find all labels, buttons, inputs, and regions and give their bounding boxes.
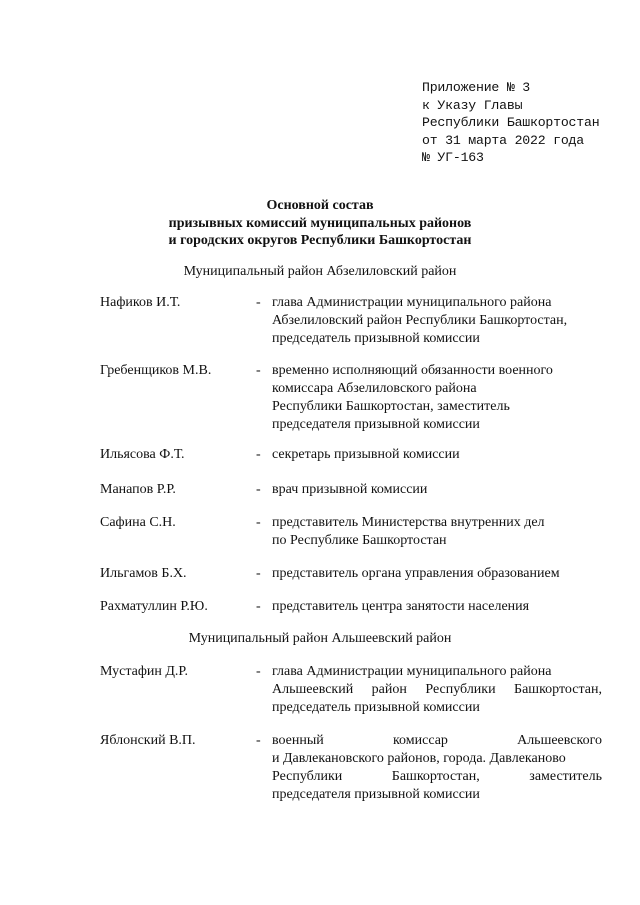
document-title-line: и городских округов Республики Башкортостан xyxy=(168,233,472,248)
appendix-header-line: к Указу Главы xyxy=(422,97,523,113)
member-name: Сафина С.Н. xyxy=(100,515,176,530)
member-dash: - xyxy=(256,515,261,530)
member-role-line: глава Администрации муниципального района xyxy=(272,295,552,310)
member-name: Манапов Р.Р. xyxy=(100,482,176,497)
member-role xyxy=(272,362,602,434)
appendix-header-line: Республики Башкортостан xyxy=(422,115,600,130)
member-role xyxy=(272,481,602,499)
member-dash: - xyxy=(256,733,261,748)
member-role-line: военный комиссар Альшеевского xyxy=(272,733,602,748)
member-role-line: Абзелиловский район Республики Башкортостан, xyxy=(272,313,568,328)
member-role-line: глава Администрации муниципального района xyxy=(272,664,552,679)
member-name: Гребенщиков М.В. xyxy=(100,363,212,378)
member-dash: - xyxy=(256,447,261,462)
member-name: Нафиков И.Т. xyxy=(100,295,181,310)
member-role xyxy=(272,732,602,804)
member-dash: - xyxy=(256,363,261,378)
member-role xyxy=(272,514,602,550)
member-name: Рахматуллин Р.Ю. xyxy=(100,599,208,614)
member-role xyxy=(272,565,602,583)
member-role-line: представитель Министерства внутренних дел xyxy=(272,515,545,530)
member-name: Яблонский В.П. xyxy=(100,733,196,748)
member-name: Ильясова Ф.Т. xyxy=(100,447,185,462)
member-role-line: представитель центра занятости населения xyxy=(272,599,530,614)
member-name: Мустафин Д.Р. xyxy=(100,664,188,679)
member-role xyxy=(272,294,602,348)
document-title-line: Основной состав xyxy=(266,198,374,213)
member-role-line: врач призывной комиссии xyxy=(272,482,428,497)
member-role-line: секретарь призывной комиссии xyxy=(272,447,460,462)
document-title-line: призывных комиссий муниципальных районов xyxy=(168,215,472,231)
member-role-line: председатель призывной комиссии xyxy=(272,331,480,346)
member-dash: - xyxy=(256,664,261,679)
member-name: Ильгамов Б.Х. xyxy=(100,566,187,581)
member-role-line: Альшеевский район Республики Башкортостан, xyxy=(272,682,602,697)
appendix-header-line: № УГ-163 xyxy=(422,150,484,165)
member-role xyxy=(272,663,602,717)
member-role-line: комиссара Абзелиловского района xyxy=(272,381,477,396)
member-role xyxy=(272,446,602,464)
member-dash: - xyxy=(256,566,261,581)
member-role xyxy=(272,598,602,616)
member-role-line: Республики Башкортостан, заместитель xyxy=(272,769,602,784)
appendix-header-line: Приложение № 3 xyxy=(422,80,530,95)
member-role-line: представитель органа управления образованием xyxy=(272,566,560,581)
appendix-header-line: от 31 марта 2022 года xyxy=(422,132,584,148)
member-role-line: председателя призывной комиссии xyxy=(272,417,480,432)
appendix-header xyxy=(422,79,599,167)
member-role-line: Республики Башкортостан, заместитель xyxy=(272,399,510,414)
district-heading: Муниципальный район Абзелиловский район xyxy=(183,264,457,279)
member-dash: - xyxy=(256,599,261,614)
member-role-line: и Давлекановского районов, города. Давлеканово xyxy=(272,751,566,766)
member-role-line: по Республике Башкортостан xyxy=(272,533,447,548)
member-role-line: временно исполняющий обязанности военного xyxy=(272,363,553,378)
document-title xyxy=(0,197,640,250)
member-dash: - xyxy=(256,482,261,497)
member-role-line: председателя призывной комиссии xyxy=(272,787,480,802)
member-role-line: председатель призывной комиссии xyxy=(272,700,480,715)
district-heading: Муниципальный район Альшеевский район xyxy=(188,631,452,646)
member-dash: - xyxy=(256,295,261,310)
